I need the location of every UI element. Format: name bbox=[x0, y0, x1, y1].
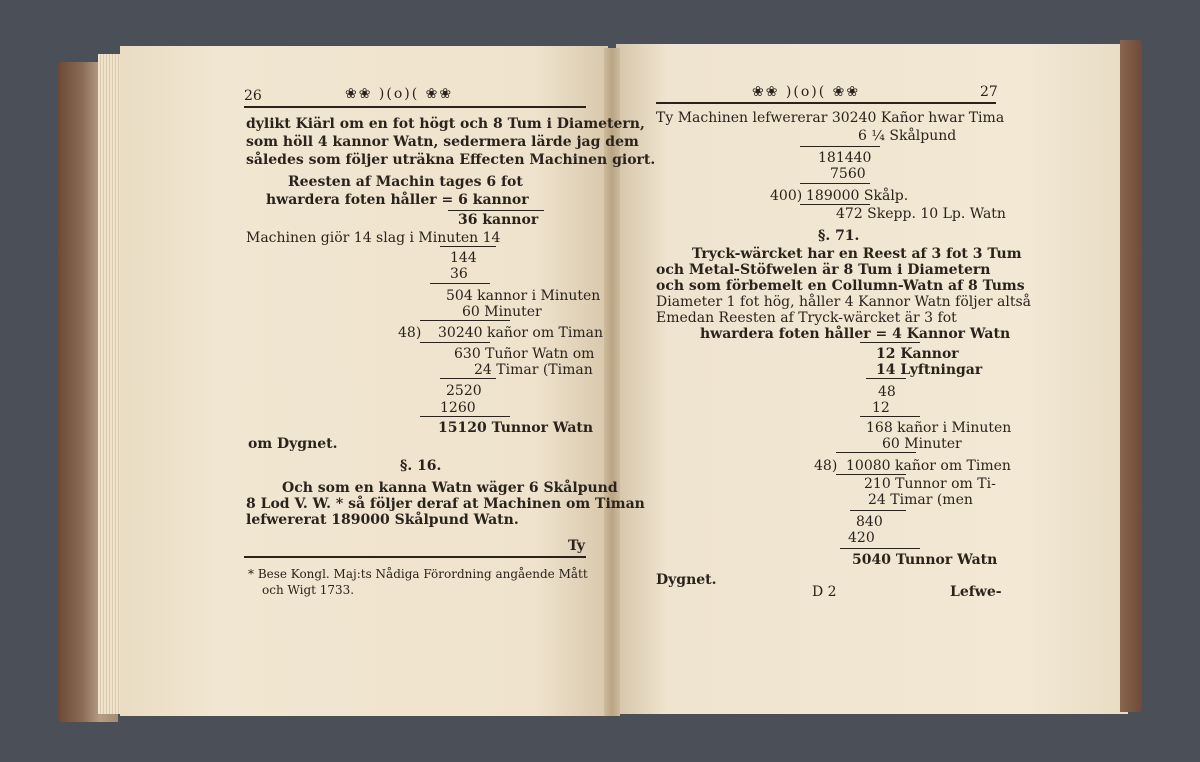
footnote-line: * Bese Kongl. Maj:ts Nådiga Förordning angående Mått bbox=[248, 567, 588, 581]
text-line: och som förbemelt en Collumn-Watn af 8 Tums bbox=[656, 278, 1025, 294]
calc-line: 60 Minuter bbox=[462, 304, 542, 320]
right-page bbox=[616, 44, 1128, 714]
calc-rule bbox=[850, 510, 906, 511]
calc-line: 7560 bbox=[830, 166, 866, 182]
calc-line: 15120 Tunnor Watn bbox=[438, 420, 594, 436]
right-cover bbox=[1120, 40, 1142, 712]
text-line: Emedan Reesten af Tryck-wärcket är 3 fot bbox=[656, 310, 957, 326]
calc-line: hwardera foten håller = 4 Kannor Watn bbox=[700, 326, 1011, 342]
footnote-line: och Wigt 1733. bbox=[262, 583, 355, 597]
calc-line: 5040 Tunnor Watn bbox=[852, 552, 998, 568]
calc-line: 840 bbox=[856, 514, 883, 530]
text-line: dylikt Kiärl om en fot högt och 8 Tum i Diametern, bbox=[246, 116, 645, 132]
calc-line: 630 Tuñor Watn om bbox=[454, 346, 595, 362]
signature-mark: D 2 bbox=[812, 584, 837, 600]
calc-rule bbox=[800, 146, 880, 147]
calc-line: 24 Timar (Timan bbox=[474, 362, 593, 378]
calc-line: 48 bbox=[878, 384, 896, 400]
text-line: Och som en kanna Watn wäger 6 Skålpund bbox=[282, 480, 618, 496]
calc-line: 12 Kannor bbox=[876, 346, 959, 362]
calc-line: 420 bbox=[848, 530, 875, 546]
calc-rule bbox=[448, 210, 544, 211]
calc-line: 1260 bbox=[440, 400, 476, 416]
calc-line: 168 kañor i Minuten bbox=[866, 420, 1012, 436]
catchword: Lefwe- bbox=[950, 584, 1002, 600]
calc-rule bbox=[860, 342, 920, 343]
calc-line: 30240 kañor om Timan bbox=[438, 325, 604, 341]
calc-line: 12 bbox=[872, 400, 890, 416]
text-line: Diameter 1 fot hög, håller 4 Kannor Watn följer altså bbox=[656, 294, 1031, 310]
header-rule bbox=[244, 106, 586, 108]
calc-rule bbox=[420, 342, 490, 343]
calc-rule bbox=[840, 548, 920, 549]
calc-line: 36 bbox=[450, 266, 468, 282]
text-line: lefwererat 189000 Skålpund Watn. bbox=[246, 512, 519, 528]
calc-rule bbox=[800, 204, 870, 205]
text-line: således som följer uträkna Effecten Machinen giort. bbox=[246, 152, 656, 168]
calc-line: 36 kannor bbox=[458, 212, 539, 228]
calc-line: 144 bbox=[450, 250, 477, 266]
calc-line: 504 kannor i Minuten bbox=[446, 288, 601, 304]
calc-rule bbox=[860, 416, 920, 417]
calc-line: 10080 kañor om Timen bbox=[846, 458, 1011, 474]
calc-line: 181440 bbox=[818, 150, 872, 166]
calc-line: 189000 Skålp. bbox=[806, 188, 909, 204]
calc-rule bbox=[430, 283, 490, 284]
dygnet: Dygnet. bbox=[656, 572, 717, 588]
calc-line: 14 Lyftningar bbox=[876, 362, 983, 378]
ornament-icon: ❀❀ )(o)( ❀❀ bbox=[752, 84, 861, 100]
text-line: 8 Lod V. W. * så följer deraf at Machinen om Timan bbox=[246, 496, 645, 512]
calc-line: 2520 bbox=[446, 383, 482, 399]
calc-rule bbox=[836, 452, 916, 453]
calc-line: 6 ¼ Skålpund bbox=[858, 128, 957, 144]
calc-line: om Dygnet. bbox=[248, 436, 338, 452]
header-rule bbox=[656, 102, 996, 104]
calc-line: 48) bbox=[398, 325, 422, 341]
text-line: Ty Machinen lefwererar 30240 Kañor hwar Tima bbox=[656, 110, 1005, 126]
calc-rule bbox=[420, 416, 510, 417]
text-line: som höll 4 kannor Watn, sedermera lärde jag dem bbox=[246, 134, 639, 150]
footnote-rule bbox=[244, 556, 586, 558]
section-heading: §. 71. bbox=[818, 228, 860, 244]
catchword: Ty bbox=[568, 538, 586, 554]
page-number: 26 bbox=[244, 88, 262, 104]
calc-line: Reesten af Machin tages 6 fot bbox=[288, 174, 523, 190]
calc-line: 210 Tunnor om Ti- bbox=[864, 476, 996, 492]
calc-rule bbox=[836, 474, 906, 475]
text-line: Tryck-wärcket har en Reest af 3 fot 3 Tum bbox=[692, 246, 1022, 262]
calc-rule bbox=[440, 378, 496, 379]
calc-rule bbox=[866, 378, 906, 379]
calc-rule bbox=[440, 246, 496, 247]
calc-line: hwardera foten håller = 6 kannor bbox=[266, 192, 529, 208]
calc-line: 48) bbox=[814, 458, 838, 474]
page-number: 27 bbox=[980, 84, 998, 100]
calc-line: 472 Skepp. 10 Lp. Watn bbox=[836, 206, 1006, 222]
text-line: och Metal-Stöfwelen är 8 Tum i Diametern bbox=[656, 262, 991, 278]
calc-line: 60 Minuter bbox=[882, 436, 962, 452]
calc-line: 400) bbox=[770, 188, 803, 204]
calc-rule bbox=[420, 320, 510, 321]
ornament-icon: ❀❀ )(o)( ❀❀ bbox=[345, 86, 454, 102]
section-heading: §. 16. bbox=[400, 458, 442, 474]
calc-line: 24 Timar (men bbox=[868, 492, 973, 508]
calc-rule bbox=[800, 183, 870, 184]
calc-line: Machinen giör 14 slag i Minuten 14 bbox=[246, 230, 501, 246]
